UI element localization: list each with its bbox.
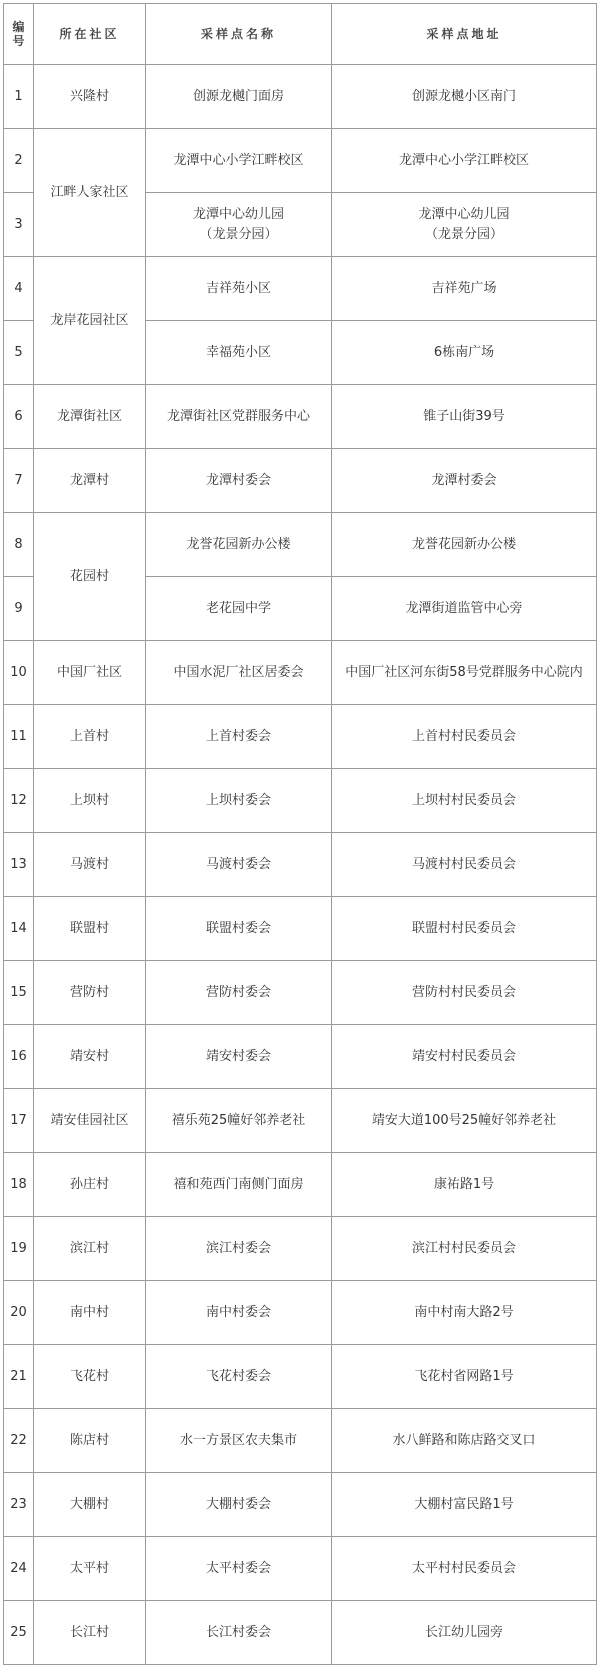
site-address-cell: 6栋南广场 bbox=[332, 321, 597, 385]
site-name-cell: 龙潭街社区党群服务中心 bbox=[146, 385, 332, 449]
row-number: 11 bbox=[4, 705, 34, 769]
community-cell: 龙潭街社区 bbox=[34, 385, 146, 449]
row-number: 12 bbox=[4, 769, 34, 833]
community-cell: 兴隆村 bbox=[34, 65, 146, 129]
site-name-cell: 龙潭中心幼儿园 （龙景分园） bbox=[146, 193, 332, 257]
table-row bbox=[4, 257, 597, 321]
site-name-cell: 太平村委会 bbox=[146, 1537, 332, 1601]
row-number: 23 bbox=[4, 1473, 34, 1537]
header-site-address: 采样点地址 bbox=[332, 4, 597, 65]
site-name-cell: 吉祥苑小区 bbox=[146, 257, 332, 321]
row-number: 21 bbox=[4, 1345, 34, 1409]
community-cell: 飞花村 bbox=[34, 1345, 146, 1409]
site-name-cell: 联盟村委会 bbox=[146, 897, 332, 961]
site-address-cell: 水八鲜路和陈店路交叉口 bbox=[332, 1409, 597, 1473]
row-number: 2 bbox=[4, 129, 34, 193]
site-address-cell: 靖安大道100号25幢好邻养老社 bbox=[332, 1089, 597, 1153]
site-name-cell: 大棚村委会 bbox=[146, 1473, 332, 1537]
table-row bbox=[4, 129, 597, 193]
row-number: 10 bbox=[4, 641, 34, 705]
row-number: 14 bbox=[4, 897, 34, 961]
row-number: 6 bbox=[4, 385, 34, 449]
site-name-cell: 马渡村委会 bbox=[146, 833, 332, 897]
community-cell: 上首村 bbox=[34, 705, 146, 769]
site-address-cell: 上首村村民委员会 bbox=[332, 705, 597, 769]
table-row bbox=[4, 1601, 597, 1665]
header-community: 所在社区 bbox=[34, 4, 146, 65]
table-row bbox=[4, 513, 597, 577]
row-number: 7 bbox=[4, 449, 34, 513]
site-name-cell: 靖安村委会 bbox=[146, 1025, 332, 1089]
site-name-cell: 滨江村委会 bbox=[146, 1217, 332, 1281]
site-name-cell: 营防村委会 bbox=[146, 961, 332, 1025]
site-name-cell: 龙誉花园新办公楼 bbox=[146, 513, 332, 577]
site-address-cell: 飞花村省网路1号 bbox=[332, 1345, 597, 1409]
table-row bbox=[4, 1217, 597, 1281]
table-row bbox=[4, 1473, 597, 1537]
community-cell: 靖安佳园社区 bbox=[34, 1089, 146, 1153]
community-cell: 陈店村 bbox=[34, 1409, 146, 1473]
site-address-cell: 上坝村村民委员会 bbox=[332, 769, 597, 833]
community-cell: 太平村 bbox=[34, 1537, 146, 1601]
row-number: 16 bbox=[4, 1025, 34, 1089]
header-number: 编 号 bbox=[4, 4, 34, 65]
site-name-cell: 上首村委会 bbox=[146, 705, 332, 769]
site-address-cell: 长江幼儿园旁 bbox=[332, 1601, 597, 1665]
site-name-cell: 飞花村委会 bbox=[146, 1345, 332, 1409]
site-address-cell: 马渡村村民委员会 bbox=[332, 833, 597, 897]
community-cell: 营防村 bbox=[34, 961, 146, 1025]
community-cell: 中国厂社区 bbox=[34, 641, 146, 705]
community-cell: 滨江村 bbox=[34, 1217, 146, 1281]
table-row bbox=[4, 833, 597, 897]
row-number: 24 bbox=[4, 1537, 34, 1601]
site-address-cell: 大棚村富民路1号 bbox=[332, 1473, 597, 1537]
row-number: 19 bbox=[4, 1217, 34, 1281]
table-row bbox=[4, 1409, 597, 1473]
row-number: 3 bbox=[4, 193, 34, 257]
community-cell: 龙潭村 bbox=[34, 449, 146, 513]
table-row bbox=[4, 1025, 597, 1089]
site-address-cell: 龙潭中心小学江畔校区 bbox=[332, 129, 597, 193]
site-address-cell: 龙潭中心幼儿园 （龙景分园） bbox=[332, 193, 597, 257]
site-address-cell: 龙潭村委会 bbox=[332, 449, 597, 513]
header-site-name: 采样点名称 bbox=[146, 4, 332, 65]
site-name-cell: 龙潭中心小学江畔校区 bbox=[146, 129, 332, 193]
site-address-cell: 锥子山街39号 bbox=[332, 385, 597, 449]
table-row bbox=[4, 641, 597, 705]
table-row bbox=[4, 1345, 597, 1409]
site-name-cell: 水一方景区农夫集市 bbox=[146, 1409, 332, 1473]
community-cell: 花园村 bbox=[34, 513, 146, 641]
row-number: 18 bbox=[4, 1153, 34, 1217]
row-number: 13 bbox=[4, 833, 34, 897]
site-name-cell: 创源龙樾门面房 bbox=[146, 65, 332, 129]
row-number: 8 bbox=[4, 513, 34, 577]
row-number: 5 bbox=[4, 321, 34, 385]
sampling-sites-table bbox=[3, 3, 597, 1665]
community-cell: 联盟村 bbox=[34, 897, 146, 961]
site-address-cell: 康祐路1号 bbox=[332, 1153, 597, 1217]
site-name-cell: 老花园中学 bbox=[146, 577, 332, 641]
community-cell: 江畔人家社区 bbox=[34, 129, 146, 257]
site-address-cell: 联盟村村民委员会 bbox=[332, 897, 597, 961]
table-row bbox=[4, 1153, 597, 1217]
site-address-cell: 吉祥苑广场 bbox=[332, 257, 597, 321]
site-address-cell: 龙潭街道监管中心旁 bbox=[332, 577, 597, 641]
row-number: 15 bbox=[4, 961, 34, 1025]
community-cell: 龙岸花园社区 bbox=[34, 257, 146, 385]
site-address-cell: 滨江村村民委员会 bbox=[332, 1217, 597, 1281]
table-row bbox=[4, 449, 597, 513]
row-number: 17 bbox=[4, 1089, 34, 1153]
table-row bbox=[4, 1281, 597, 1345]
community-cell: 大棚村 bbox=[34, 1473, 146, 1537]
table-row bbox=[4, 705, 597, 769]
table-row bbox=[4, 65, 597, 129]
site-name-cell: 中国水泥厂社区居委会 bbox=[146, 641, 332, 705]
site-address-cell: 太平村村民委员会 bbox=[332, 1537, 597, 1601]
site-name-cell: 禧乐苑25幢好邻养老社 bbox=[146, 1089, 332, 1153]
community-cell: 长江村 bbox=[34, 1601, 146, 1665]
site-name-cell: 禧和苑西门南侧门面房 bbox=[146, 1153, 332, 1217]
row-number: 25 bbox=[4, 1601, 34, 1665]
site-name-cell: 上坝村委会 bbox=[146, 769, 332, 833]
site-address-cell: 中国厂社区河东街58号党群服务中心院内 bbox=[332, 641, 597, 705]
site-name-cell: 长江村委会 bbox=[146, 1601, 332, 1665]
community-cell: 马渡村 bbox=[34, 833, 146, 897]
table-row bbox=[4, 1537, 597, 1601]
row-number: 9 bbox=[4, 577, 34, 641]
row-number: 4 bbox=[4, 257, 34, 321]
site-address-cell: 创源龙樾小区南门 bbox=[332, 65, 597, 129]
community-cell: 孙庄村 bbox=[34, 1153, 146, 1217]
community-cell: 南中村 bbox=[34, 1281, 146, 1345]
site-name-cell: 南中村委会 bbox=[146, 1281, 332, 1345]
site-address-cell: 南中村南大路2号 bbox=[332, 1281, 597, 1345]
table-row bbox=[4, 897, 597, 961]
table-row bbox=[4, 769, 597, 833]
row-number: 1 bbox=[4, 65, 34, 129]
row-number: 22 bbox=[4, 1409, 34, 1473]
table-row bbox=[4, 1089, 597, 1153]
community-cell: 靖安村 bbox=[34, 1025, 146, 1089]
site-name-cell: 幸福苑小区 bbox=[146, 321, 332, 385]
site-name-cell: 龙潭村委会 bbox=[146, 449, 332, 513]
community-cell: 上坝村 bbox=[34, 769, 146, 833]
site-address-cell: 营防村村民委员会 bbox=[332, 961, 597, 1025]
table-row bbox=[4, 961, 597, 1025]
row-number: 20 bbox=[4, 1281, 34, 1345]
site-address-cell: 龙誉花园新办公楼 bbox=[332, 513, 597, 577]
site-address-cell: 靖安村村民委员会 bbox=[332, 1025, 597, 1089]
table-header-row bbox=[4, 4, 597, 65]
table-row bbox=[4, 385, 597, 449]
